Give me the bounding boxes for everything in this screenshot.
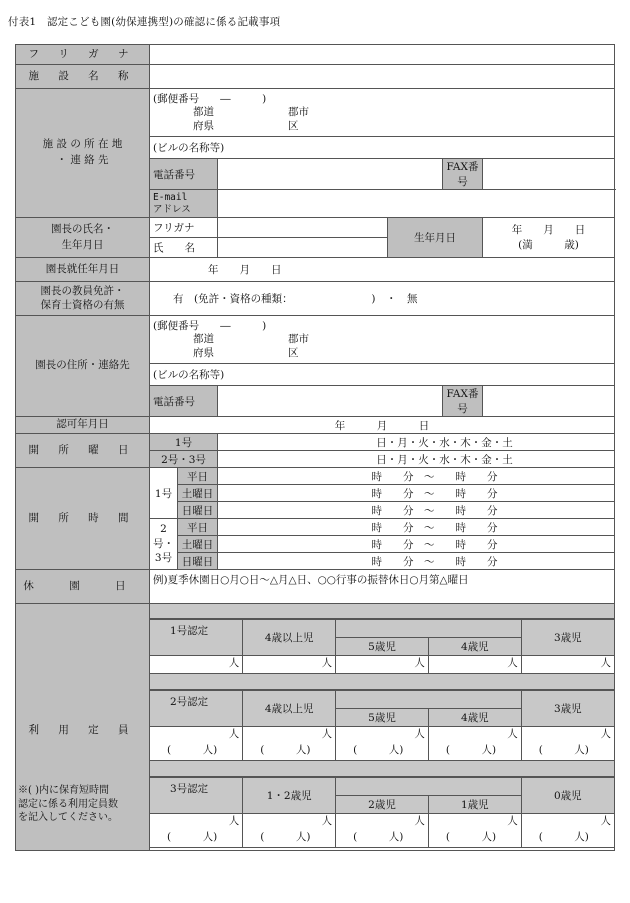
- capacity-input[interactable]: [521, 727, 614, 761]
- license-value[interactable]: 有 (免許・資格の種類： ) ・ 無: [150, 282, 615, 316]
- head-fax-input[interactable]: [483, 386, 615, 417]
- license-label: 園長の教員免許・ 保育士資格の有無: [16, 282, 150, 316]
- capacity-label: 利 用 定 員: [28, 724, 137, 737]
- postal-code: (郵便番号 ― ): [153, 93, 267, 105]
- capacity-short-unit: ( 人): [167, 743, 218, 756]
- capacity-col1: 4歳以上児: [243, 620, 336, 656]
- capacity-short-unit: ( 人): [445, 830, 497, 843]
- capacity-unit: 人: [600, 728, 611, 740]
- birth-label: 生年月日: [388, 218, 483, 258]
- hours-row-label: 土曜日: [178, 536, 218, 553]
- head-building-input[interactable]: (ビルの名称等): [150, 364, 615, 386]
- capacity-unit: 人: [600, 815, 611, 827]
- capacity-unit: 人: [321, 815, 333, 827]
- facility-name-label: 施 設 名 称: [16, 65, 150, 89]
- capacity-input[interactable]: [150, 656, 243, 674]
- open-days-type-1: 1号: [150, 434, 218, 451]
- fax-input[interactable]: [483, 159, 615, 190]
- address-input[interactable]: [150, 89, 615, 137]
- approval-label: 認可年月日: [16, 417, 150, 434]
- phone-label: 電話番号: [150, 159, 218, 190]
- head-furigana-input[interactable]: [218, 218, 388, 238]
- capacity-short-unit: ( 人): [538, 830, 589, 843]
- gunshiku: 郡市 区: [288, 106, 309, 132]
- capacity-col4: 0歳児: [521, 778, 614, 814]
- capacity-unit: 人: [507, 815, 518, 827]
- capacity-short-unit: ( 人): [260, 743, 311, 756]
- page-title: 付表1 認定こども園(幼保連携型)の確認に係る記載事項: [8, 16, 281, 28]
- hours-type-1: 1号: [150, 468, 178, 519]
- holiday-label: 休 園 日: [16, 570, 150, 604]
- capacity-col1: 4歳以上児: [243, 691, 336, 727]
- capacity-unit: 人: [228, 728, 240, 740]
- capacity-unit: 人: [414, 728, 425, 740]
- hours-value[interactable]: 時 分 〜 時 分: [218, 485, 615, 502]
- capacity-spacer: [150, 604, 614, 619]
- capacity-short-unit: ( 人): [167, 830, 218, 843]
- head-fax-label: FAX番号: [443, 386, 483, 417]
- hours-value[interactable]: 時 分 〜 時 分: [218, 536, 615, 553]
- furigana-input[interactable]: [150, 45, 615, 65]
- capacity-input[interactable]: [336, 814, 429, 848]
- form-table: [15, 44, 615, 851]
- capacity-col2: 2歳児: [336, 796, 429, 814]
- capacity-unit: 人: [228, 815, 240, 827]
- capacity-short-unit: ( 人): [260, 830, 311, 843]
- capacity-short-unit: ( 人): [538, 743, 589, 756]
- capacity-input[interactable]: [243, 656, 336, 674]
- capacity-unit: 人: [228, 657, 240, 669]
- capacity-block: [150, 619, 614, 674]
- head-postal-code: (郵便番号 ― ): [153, 320, 267, 332]
- open-hours-label: 開 所 時 間: [16, 468, 150, 570]
- capacity-short-unit: ( 人): [353, 743, 404, 756]
- tenure-label: 園長就任年月日: [16, 258, 150, 282]
- open-days-value-2[interactable]: 日・月・火・水・木・金・土: [218, 451, 615, 468]
- capacity-short-unit: ( 人): [445, 743, 497, 756]
- email-input[interactable]: [218, 190, 615, 218]
- capacity-input[interactable]: [336, 727, 429, 761]
- furigana-label: フ リ ガ ナ: [16, 45, 150, 65]
- capacity-block: [150, 690, 614, 761]
- capacity-input[interactable]: [521, 814, 614, 848]
- open-days-type-2: 2号・3号: [150, 451, 218, 468]
- capacity-unit: 人: [414, 815, 425, 827]
- holiday-value[interactable]: 例)夏季休園日○月○日〜△月△日、○○行事の振替休日○月第△曜日: [150, 570, 615, 604]
- todofuken: 都道 府県: [193, 106, 214, 132]
- capacity-unit: 人: [321, 728, 333, 740]
- head-todofuken: 都道 府県: [193, 333, 214, 359]
- address-label: 施 設 の 所 在 地 ・ 連 絡 先: [16, 89, 150, 218]
- capacity-header-blank: [336, 691, 522, 709]
- hours-row-label: 平日: [178, 468, 218, 485]
- approval-value[interactable]: 年 月 日: [150, 417, 615, 434]
- head-name-input[interactable]: [218, 238, 388, 258]
- capacity-unit: 人: [507, 728, 518, 740]
- capacity-label-cell: [16, 604, 150, 851]
- capacity-header-blank: [336, 778, 522, 796]
- hours-value[interactable]: 時 分 〜 時 分: [218, 553, 615, 570]
- hours-row-label: 日曜日: [178, 553, 218, 570]
- head-address-label: 園長の住所・連絡先: [16, 316, 150, 417]
- head-phone-label: 電話番号: [150, 386, 218, 417]
- capacity-header-blank: [336, 620, 522, 638]
- head-shimei-label: 氏 名: [150, 238, 218, 258]
- capacity-col3: 4歳児: [428, 638, 521, 656]
- capacity-unit: 人: [600, 657, 611, 669]
- hours-value[interactable]: 時 分 〜 時 分: [218, 468, 615, 485]
- capacity-input[interactable]: [428, 727, 521, 761]
- hours-row-label: 土曜日: [178, 485, 218, 502]
- phone-input[interactable]: [218, 159, 443, 190]
- capacity-type: 3号認定: [150, 778, 243, 814]
- capacity-spacer: [150, 674, 614, 690]
- open-days-value-1[interactable]: 日・月・火・水・木・金・土: [218, 434, 615, 451]
- capacity-note: ※( )内に保育短時間 認定に係る利用定員数 を記入してください。: [18, 785, 118, 823]
- capacity-input[interactable]: [521, 656, 614, 674]
- capacity-type: 1号認定: [150, 620, 243, 656]
- capacity-unit: 人: [507, 657, 518, 669]
- hours-row-label: 日曜日: [178, 502, 218, 519]
- birth-value[interactable]: 年 月 日 (満 歳): [483, 218, 615, 258]
- capacity-col4: 3歳児: [521, 620, 614, 656]
- capacity-col2: 5歳児: [336, 638, 429, 656]
- capacity-spacer: [150, 761, 614, 777]
- capacity-col3: 4歳児: [428, 709, 521, 727]
- head-address-input[interactable]: [150, 316, 615, 364]
- capacity-type: 2号認定: [150, 691, 243, 727]
- hours-value[interactable]: 時 分 〜 時 分: [218, 502, 615, 519]
- capacity-input[interactable]: [428, 814, 521, 848]
- capacity-area: [150, 604, 615, 851]
- capacity-col4: 3歳児: [521, 691, 614, 727]
- facility-name-input[interactable]: [150, 65, 615, 89]
- tenure-value[interactable]: 年 月 日: [150, 258, 615, 282]
- email-label: E-mail アドレス: [150, 190, 218, 218]
- capacity-unit: 人: [321, 657, 333, 669]
- capacity-input[interactable]: [336, 656, 429, 674]
- capacity-input[interactable]: [150, 814, 243, 848]
- capacity-col2: 5歳児: [336, 709, 429, 727]
- open-days-label: 開 所 曜 日: [16, 434, 150, 468]
- capacity-col3: 1歳児: [428, 796, 521, 814]
- head-phone-input[interactable]: [218, 386, 443, 417]
- capacity-input[interactable]: [428, 656, 521, 674]
- building-input[interactable]: (ビルの名称等): [150, 137, 615, 159]
- capacity-input[interactable]: [243, 727, 336, 761]
- head-name-label: 園長の氏名・ 生年月日: [16, 218, 150, 258]
- capacity-col1: 1・2歳児: [243, 778, 336, 814]
- fax-label: FAX番号: [443, 159, 483, 190]
- hours-row-label: 平日: [178, 519, 218, 536]
- hours-value[interactable]: 時 分 〜 時 分: [218, 519, 615, 536]
- head-gunshiku: 郡市 区: [288, 333, 309, 359]
- capacity-short-unit: ( 人): [353, 830, 404, 843]
- capacity-input[interactable]: [243, 814, 336, 848]
- capacity-input[interactable]: [150, 727, 243, 761]
- capacity-block: [150, 777, 614, 848]
- hours-type-2: 2号・ 3号: [150, 519, 178, 570]
- capacity-unit: 人: [414, 657, 425, 669]
- head-furigana-label: フリガナ: [150, 218, 218, 238]
